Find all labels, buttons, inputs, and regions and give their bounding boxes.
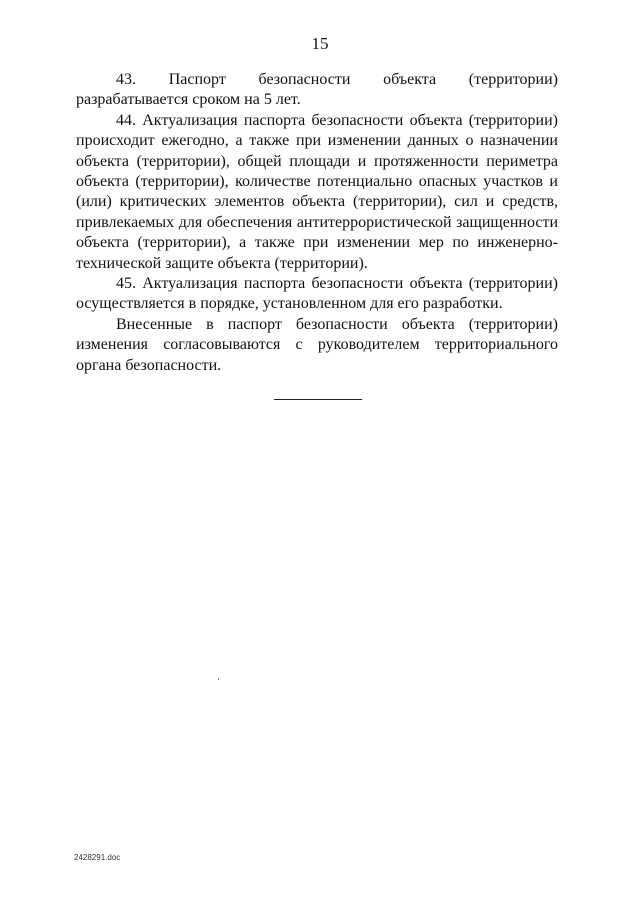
scan-speck	[218, 678, 219, 680]
paragraph-amendments: Внесенные в паспорт безопасности объекта (территории) изменения согласовываются с руководителем территориального органа безопасности.	[76, 315, 558, 374]
footer-document-id: 2428291.doc	[74, 853, 121, 862]
page-number: 15	[311, 34, 329, 53]
document-body	[76, 70, 558, 376]
paragraph-45: 45. Актуализация паспорта безопасности объекта (территории) осуществляется в порядке, установленном для его разработки.	[76, 275, 558, 313]
paragraph-44: 44. Актуализация паспорта безопасности объекта (территории) происходит ежегодно, а также при изменении данных о назначении объекта (территории), общей площади и протяженности периметра объекта (территории), количестве потенциально опасных участков и (или) критических элементов объекта (территории), сил и средств, привлекаемых для обеспечения антитеррористической защищенности объекта (территории), а также при изменении мер по инженерно-технической защите объекта (территории).	[76, 111, 558, 272]
paragraph-43: 43. Паспорт безопасности объекта (территории) разрабатывается сроком на 5 лет.	[76, 71, 558, 109]
end-separator-line	[274, 399, 362, 400]
